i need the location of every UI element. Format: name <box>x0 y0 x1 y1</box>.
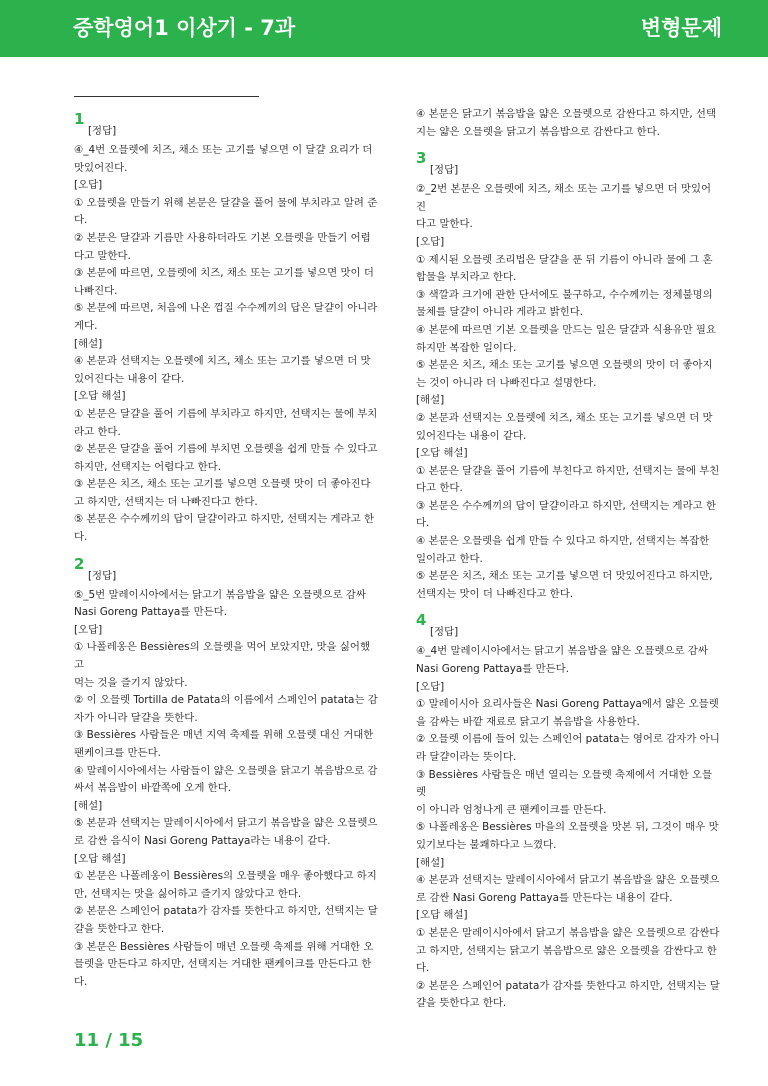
text-line: [오답] <box>416 680 445 693</box>
text-line: ④ 본문은 닭고기 볶음밥을 얇은 오믈렛으로 감싼다고 하지만, 선택 <box>416 108 717 120</box>
question-number: 4 <box>416 611 427 630</box>
text-line: ③ Bessières 사람들은 매년 지역 축제를 위해 오믈렛 대신 거대한 <box>74 729 374 742</box>
text-line: 다. <box>74 531 88 544</box>
text-line: ① 본문은 달걀을 풀어 기름에 부치라고 하지만, 선택지는 물에 부치 <box>74 407 378 420</box>
document-title: 중학영어1 이상기 - 7과 <box>73 16 296 40</box>
answer-label: [정답] <box>88 569 117 582</box>
explanation-text <box>416 181 720 603</box>
right-column <box>416 106 720 1013</box>
text-line: 을 감싸는 바깥 재료로 닭고기 볶음밥을 사용한다. <box>416 715 640 728</box>
question-header <box>74 553 378 587</box>
text-line: 다. <box>74 975 88 988</box>
answer-label: [정답] <box>430 626 459 639</box>
text-line: 믈렛을 만든다고 하지만, 선택지는 거대한 팬케이크를 만든다고 한 <box>74 958 372 971</box>
text-line: 만, 선택지는 맛을 싫어하고 즐기지 않았다고 한다. <box>74 887 302 900</box>
text-line: ③ 본문에 따르면, 오믈렛에 치즈, 채소 또는 고기를 넣으면 맛이 더 <box>74 267 374 280</box>
answer-label: [정답] <box>88 125 117 137</box>
text-line: 하지만 복잡한 일이다. <box>416 341 517 354</box>
text-line: 자가 아니라 달걀을 뜻한다. <box>74 711 198 724</box>
text-line: ⑤_5번 말레이시아에서는 닭고기 볶음밥을 얇은 오믈렛으로 감싸 <box>74 588 366 601</box>
text-line: 선택지는 맛이 더 나빠진다고 한다. <box>416 587 574 600</box>
answer-label: [정답] <box>430 164 459 177</box>
text-line: 다. <box>416 962 430 975</box>
text-line: Nasi Goreng Pattaya를 만든다. <box>416 663 570 676</box>
text-line: 다고 한다. <box>416 482 463 495</box>
text-line: 이 아니라 엄청나게 큰 팬케이크를 만든다. <box>416 803 607 816</box>
text-line: 지는 얇은 오믈렛을 닭고기 볶음밥으로 감싼다고 한다. <box>416 125 660 138</box>
text-line: ③ 본문은 수수께끼의 답이 달걀이라고 하지만, 선택지는 게라고 한 <box>416 499 717 512</box>
question-block <box>74 108 378 547</box>
question-block <box>74 553 378 992</box>
text-line: ⑤ 본문은 수수께끼의 답이 달걀이라고 하지만, 선택지는 게라고 한 <box>74 513 375 526</box>
text-line: 나빠진다. <box>74 284 118 297</box>
text-line: 로 감싼 Nasi Goreng Pattaya를 만든다는 내용이 같다. <box>416 891 673 904</box>
text-line: 싸서 볶음밥이 바깥쪽에 오게 한다. <box>74 782 232 795</box>
text-line: ① 오믈렛을 만들기 위해 본문은 달걀을 풀어 물에 부치라고 알려 준 <box>74 196 378 209</box>
text-line: 다. <box>416 517 430 530</box>
text-line: 걀을 뜻한다고 한다. <box>74 922 165 935</box>
text-line: ④_4번 오믈렛에 치즈, 채소 또는 고기를 넣으면 이 달걀 요리가 더 <box>74 144 373 156</box>
text-line: ③ 본문은 치즈, 채소 또는 고기를 넣으면 오믈렛 맛이 더 좋아진다 <box>74 478 371 491</box>
page-number: 11 / 15 <box>74 1030 144 1051</box>
text-line: [오답 해설] <box>416 909 468 922</box>
text-line: ① 본문은 달걀을 풀어 기름에 부친다고 하지만, 선택지는 물에 부친 <box>416 464 720 477</box>
question-number: 3 <box>416 149 427 168</box>
text-line: 하지만, 선택지는 어렵다고 한다. <box>74 460 221 473</box>
text-line: ① 나폴레옹은 Bessières의 오믈렛을 먹어 보았지만, 맛을 싫어했고 <box>74 641 370 672</box>
question-block <box>416 147 720 603</box>
text-line: 맛있어진다. <box>74 161 128 174</box>
text-line: Nasi Goreng Pattaya를 만든다. <box>74 606 228 619</box>
text-line: ① 제시된 오믈렛 조리법은 달걀을 푼 뒤 기름이 아니라 물에 그 혼 <box>416 253 713 266</box>
text-line: 다. <box>74 214 88 227</box>
text-line: ②_2번 본문은 오믈렛에 치즈, 채소 또는 고기를 넣으면 더 맛있어진 <box>416 183 712 213</box>
text-line: ④ 본문과 선택지는 말레이시아에서 닭고기 볶음밥을 얇은 오믈렛으 <box>416 874 720 887</box>
text-line: ① 말레이시아 요리사들은 Nasi Goreng Pattaya에서 얇은 오믈렛 <box>416 698 719 711</box>
text-line: [해설] <box>74 799 103 812</box>
text-line: 있기보다는 불쾌하다고 느꼈다. <box>416 838 557 851</box>
text-line: ④ 본문과 선택지는 오믈렛에 치즈, 채소 또는 고기를 넣으면 더 맛 <box>74 355 371 368</box>
explanation-text <box>74 142 378 547</box>
text-line: [오답 해설] <box>416 447 468 460</box>
text-line: 합물을 부치라고 한다. <box>416 271 517 284</box>
text-line: [해설] <box>416 856 445 869</box>
text-line: 고 하지만, 선택지는 더 나빠진다고 한다. <box>74 495 258 508</box>
explanation-text <box>416 643 720 1012</box>
text-line: [오답] <box>416 235 445 248</box>
text-line: ② 본문과 선택지는 오믈렛에 치즈, 채소 또는 고기를 넣으면 더 맛 <box>416 411 713 424</box>
text-line: ③ Bessières 사람들은 매년 열리는 오믈렛 축제에서 거대한 오믈렛 <box>416 768 712 799</box>
text-line: 물체를 달걀이 아니라 게라고 밝힌다. <box>416 306 584 319</box>
text-line: 걀을 뜻한다고 한다. <box>416 997 507 1010</box>
text-line: 는 것이 아니라 더 나빠진다고 설명한다. <box>416 376 597 389</box>
left-column <box>74 108 378 991</box>
question-header <box>416 147 720 181</box>
text-line: ② 본문은 스페인어 patata가 감자를 뜻한다고 하지만, 선택지는 달 <box>74 905 378 918</box>
text-line: ② 오믈렛 이름에 들어 있는 스페인어 patata는 영어로 감자가 아니 <box>416 733 720 746</box>
text-line: 고 하지만, 선택지는 닭고기 볶음밥으로 얇은 오믈렛을 감싼다고 한 <box>416 944 717 957</box>
text-line: ④ 본문에 따르면 기본 오믈렛을 만드는 일은 달걀과 식용유만 필요 <box>416 323 717 336</box>
text-line: 라고 한다. <box>74 425 121 438</box>
question-number: 1 <box>74 110 85 128</box>
explanation-text <box>74 587 378 992</box>
text-line: 있어진다는 내용이 같다. <box>416 429 527 442</box>
text-line: [오답 해설] <box>74 852 126 865</box>
question-block <box>416 609 720 1012</box>
question-header <box>416 609 720 643</box>
text-line: ② 본문은 달걀을 풀어 기름에 부치면 오믈렛을 쉽게 만들 수 있다고 <box>74 443 378 456</box>
text-line: ① 본문은 나폴레옹이 Bessières의 오믈렛을 매우 좋아했다고 하지 <box>74 870 377 883</box>
text-line: 있어진다는 내용이 같다. <box>74 372 185 385</box>
text-line: 로 감싼 음식이 Nasi Goreng Pattaya라는 내용이 같다. <box>74 834 331 847</box>
text-line: 다고 말한다. <box>74 249 131 262</box>
text-line: ⑤ 본문과 선택지는 말레이시아에서 닭고기 볶음밥을 얇은 오믈렛으 <box>74 817 378 830</box>
text-line: ⑤ 본문은 치즈, 채소 또는 고기를 넣으면 더 맛있어진다고 하지만, <box>416 570 713 583</box>
text-line: ③ 색깔과 크기에 관한 단서에도 불구하고, 수수께끼는 정체불명의 <box>416 288 713 301</box>
text-line: ④_4번 말레이시아에서는 닭고기 볶음밥을 얇은 오믈렛으로 감싸 <box>416 645 708 658</box>
text-line: ⑤ 본문은 치즈, 채소 또는 고기를 넣으면 오믈렛의 맛이 더 좋아지 <box>416 359 713 372</box>
question-number: 2 <box>74 554 85 573</box>
text-line: 먹는 것을 즐기지 않았다. <box>74 676 188 689</box>
text-line: 라 달걀이라는 뜻이다. <box>416 751 517 763</box>
text-line: ④ 본문은 오믈렛을 쉽게 만들 수 있다고 하지만, 선택지는 복잡한 <box>416 535 710 548</box>
question-header <box>74 108 378 142</box>
text-line: ② 본문은 스페인어 patata가 감자를 뜻한다고 하지만, 선택지는 달 <box>416 979 720 992</box>
divider-rule <box>74 96 259 97</box>
text-line: ⑤ 나폴레옹은 Bessières 마을의 오믈렛을 맛본 뒤, 그것이 매우 맛 <box>416 821 719 834</box>
text-line: [오답 해설] <box>74 390 126 403</box>
text-line: ⑤ 본문에 따르면, 처음에 나온 껍질 수수께끼의 답은 달걀이 아니라 <box>74 302 378 315</box>
page-header <box>0 0 768 57</box>
continued-text <box>416 106 720 141</box>
text-line: [해설] <box>74 337 103 350</box>
text-line: 팬케이크를 만든다. <box>74 747 161 759</box>
text-line: 일이라고 한다. <box>416 552 483 565</box>
text-line: ④ 말레이시아에서는 사람들이 얇은 오믈렛을 닭고기 볶음밥으로 감 <box>74 764 378 777</box>
text-line: ② 이 오믈렛 Tortilla de Patata의 이름에서 스페인어 patata는 감 <box>74 694 378 707</box>
document-type: 변형문제 <box>640 16 722 40</box>
text-line: [오답] <box>74 179 103 192</box>
text-line: ③ 본문은 Bessières 사람들이 매년 오믈렛 축제를 위해 거대한 오 <box>74 940 374 953</box>
text-line: [오답] <box>74 623 103 636</box>
text-line: 다고 말한다. <box>416 218 473 231</box>
text-line: ② 본문은 달걀과 기름만 사용하더라도 기본 오믈렛을 만들기 어렵 <box>74 231 371 244</box>
text-line: ① 본문은 말레이시아에서 닭고기 볶음밥을 얇은 오믈렛으로 감싼다 <box>416 926 720 939</box>
text-line: [해설] <box>416 394 445 407</box>
text-line: 게다. <box>74 319 98 332</box>
